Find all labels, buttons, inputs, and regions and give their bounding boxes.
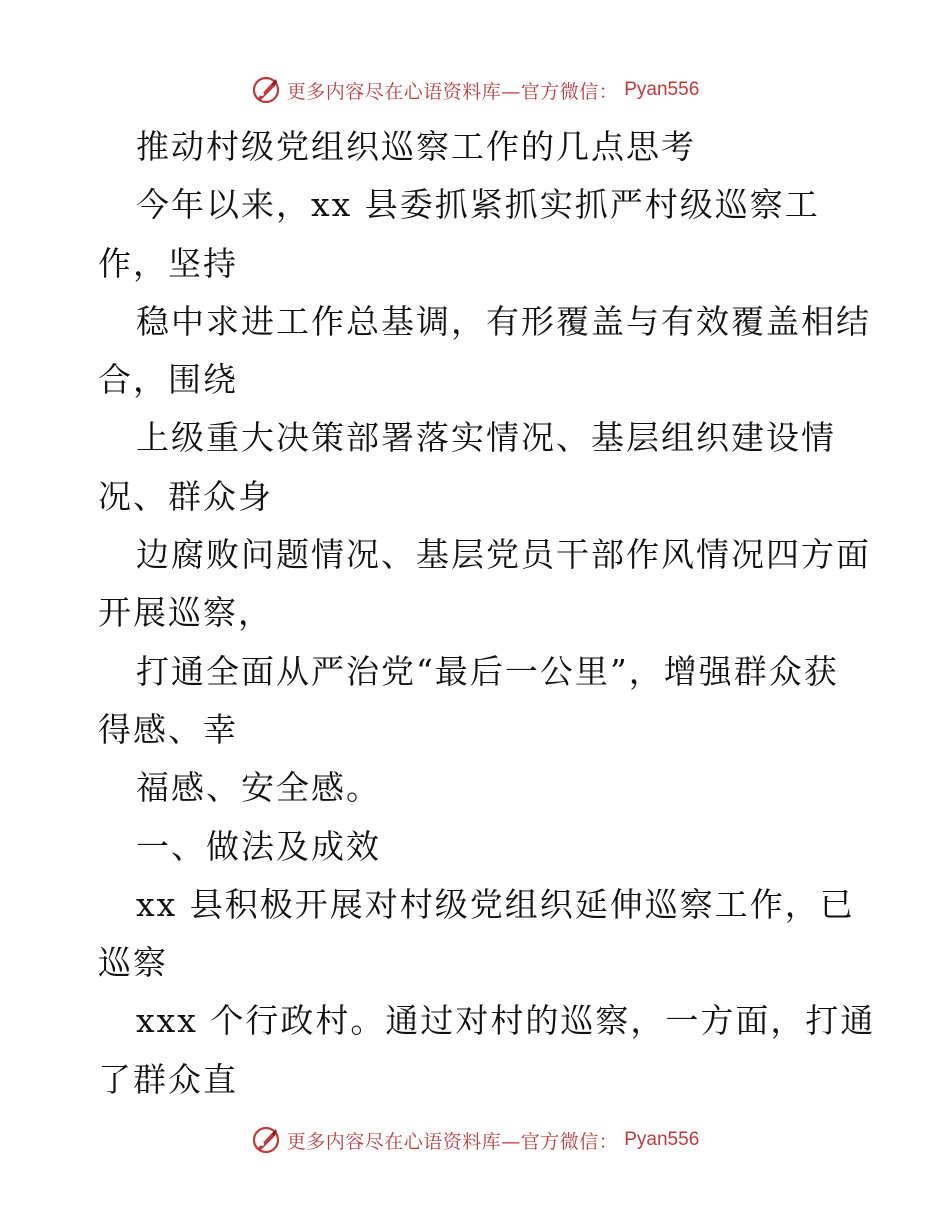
text-line: 巡察 [98,943,168,983]
text-line: xxx 个行政村。通过对村的巡察，一方面，打通 [136,1001,876,1041]
text-line: 得感、幸 [98,709,238,749]
text-line: 稳中求进工作总基调，有形覆盖与有效覆盖相结 [136,301,871,341]
text-line: 福感、安全感。 [136,768,381,808]
text-line: 上级重大决策部署落实情况、基层组织建设情 [136,418,836,458]
text-line: 况、群众身 [98,476,273,516]
watermark-text: 更多内容尽在心语资料库—官方微信： [286,80,619,103]
text-line: 开展巡察， [98,593,273,633]
text-line: 打通全面从严治党“最后一公里”，增强群众获 [136,651,839,691]
watermark-header [0,70,950,110]
section-heading: 一、做法及成效 [136,826,381,866]
text-line: 今年以来，xx 县委抓紧抓实抓严村级巡察工 [136,185,820,225]
document-body [98,118,876,1109]
quill-pen-logo-icon [251,1125,281,1155]
document-title: 推动村级党组织巡察工作的几点思考 [136,127,696,166]
text-line: 合，围绕 [98,360,238,400]
watermark-text: 更多内容尽在心语资料库—官方微信： [286,1130,619,1153]
text-line: 了群众直 [98,1059,238,1099]
quill-pen-logo-icon [251,75,281,105]
text-line: 边腐败问题情况、基层党员干部作风情况四方面 [136,535,871,575]
watermark-wechat-id: Pyan556 [624,1129,700,1150]
watermark-footer [0,1120,950,1160]
text-line: 作，坚持 [98,243,238,283]
text-line: xx 县积极开展对村级党组织延伸巡察工作，已 [136,884,855,924]
watermark-wechat-id: Pyan556 [624,79,700,100]
